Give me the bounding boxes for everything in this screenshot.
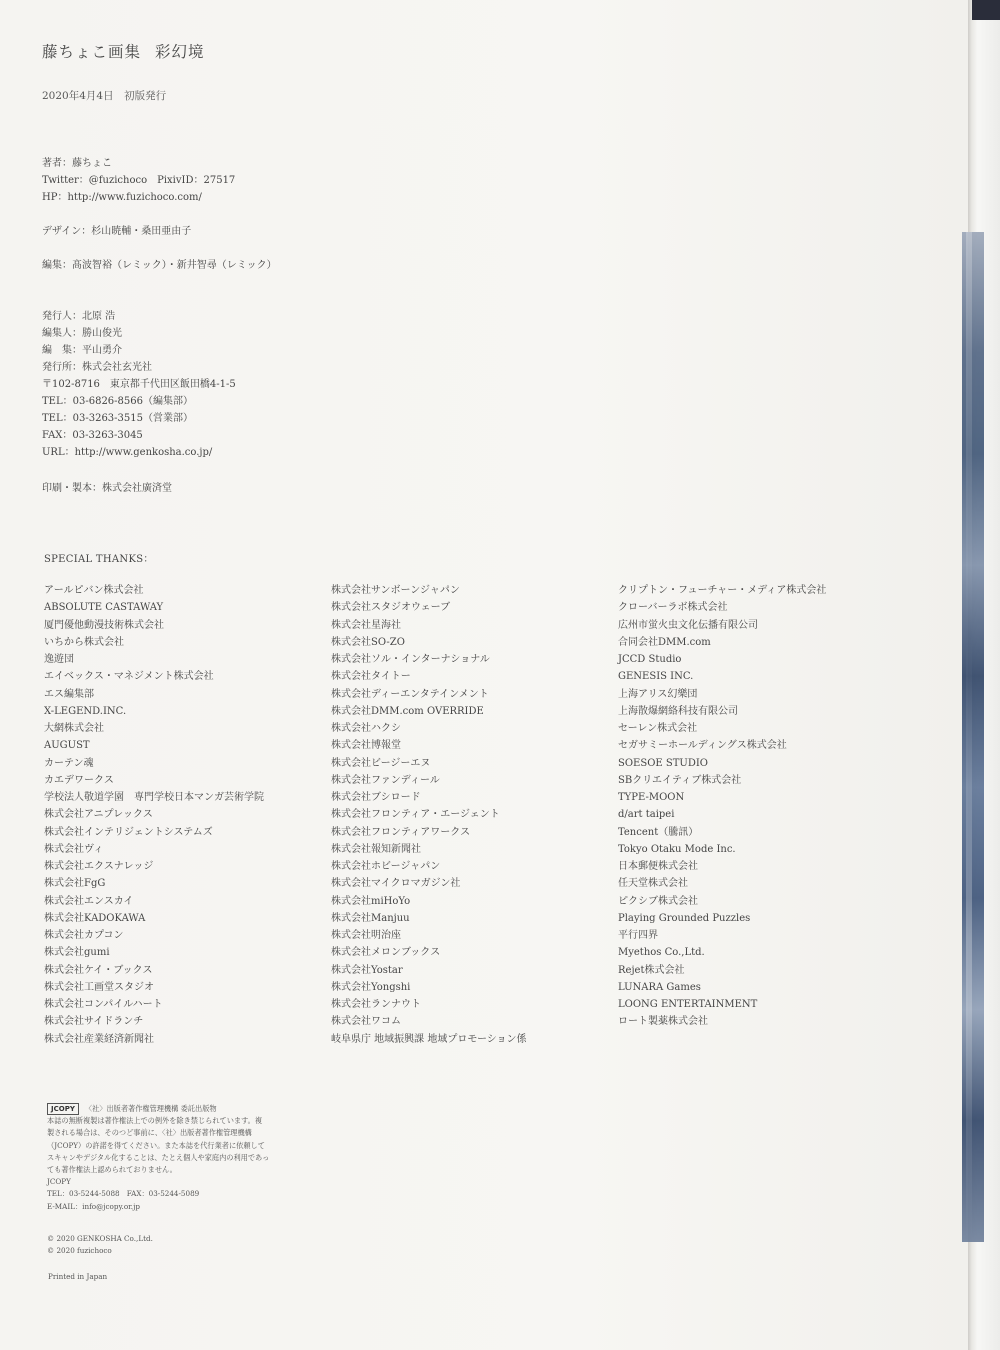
thanks-entry: 広州市蛍火虫文化伝播有限公司 [618,619,758,631]
thanks-entry: 株式会社エクスナレッジ [44,861,154,872]
thanks-entry: いちから株式会社 [44,636,124,648]
thanks-entry: Playing Grounded Puzzles [618,912,751,924]
publisher-line: 編集人：勝山俊光 [42,328,122,339]
thanks-entry: 株式会社gumi [44,947,110,959]
thanks-entry: 平行四界 [618,930,658,941]
book-title-main: 藤ちょこ画集 [42,43,142,61]
thanks-entry: X-LEGEND.INC. [44,705,127,717]
thanks-entry: 株式会社タイトー [331,671,411,683]
publisher-line: 編 集：平山勇介 [42,345,122,356]
thanks-entry: 日本郵便株式会社 [618,861,698,872]
thanks-entry: 株式会社星海社 [331,619,401,631]
thanks-entry: 株式会社ビージーエヌ [331,757,431,769]
thanks-column-2 [331,582,527,1048]
thanks-column-3 [618,582,826,1031]
thanks-entry: AUGUST [44,740,90,752]
author-block [42,155,235,206]
book-title [42,40,205,62]
thanks-entry: 株式会社ソル・インターナショナル [331,654,490,665]
thanks-entry: Tokyo Otaku Mode Inc. [618,843,736,855]
thanks-entry: ピクシブ株式会社 [618,895,698,907]
jcopy-header: 〈社〉出版者著作権管理機構 委託出版物 [84,1104,217,1113]
thanks-entry: JCCD Studio [618,654,682,665]
issue-date: 2020年4月4日 初版発行 [42,90,167,102]
thanks-entry: LUNARA Games [618,981,701,993]
thanks-entry: 株式会社マイクロマガジン社 [331,878,461,890]
thanks-entry: セーレン株式会社 [618,723,698,734]
thanks-entry: 株式会社メロンブックス [331,947,441,959]
thanks-entry: LOONG ENTERTAINMENT [618,999,758,1010]
social-line: Twitter：@fuzichoco PixivID：27517 [42,175,236,186]
publisher-line: TEL：03-3263-3515（営業部） [42,413,193,424]
printing-credit: 印刷・製本：株式会社廣済堂 [42,483,172,494]
thanks-entry: 株式会社ファンディール [331,774,440,786]
thanks-entry: アールピバン株式会社 [44,585,144,596]
jcopy-notice-line: スキャンやデジタル化することは、たとえ個人や家庭内の利用であっ [47,1152,270,1162]
copyright-line: © 2020 GENKOSHA Co.,Ltd. [47,1234,153,1243]
thanks-entry: 株式会社miHoYo [331,895,411,907]
book-spine-corner [972,0,1000,20]
facing-page-art-strip [962,232,984,1242]
copyright-block [47,1233,153,1257]
thanks-entry: 株式会社スタジオウェーブ [331,602,451,614]
thanks-entry: 逸遊団 [44,654,74,665]
thanks-entry: 株式会社フロンティアワークス [331,826,471,838]
publisher-line: 発行人：北原 浩 [42,311,116,322]
thanks-entry: d/art taipei [618,809,675,821]
publisher-line: TEL：03-6826-8566（編集部） [42,396,193,407]
thanks-entry: 株式会社産業経済新聞社 [44,1033,154,1045]
thanks-entry: エス編集部 [44,688,94,700]
thanks-entry: 株式会社アニプレックス [44,809,153,821]
printed-in: Printed in Japan [48,1272,108,1281]
book-title-sub: 彩幻境 [155,43,205,61]
jcopy-contact-line: TEL：03-5244-5088 FAX：03-5244-5089 [47,1189,200,1199]
thanks-entry: 厦門優他動漫技術株式会社 [44,619,164,631]
jcopy-notice-line: 製される場合は、そのつど事前に、〈社〉出版者著作権管理機構 [47,1128,252,1138]
publisher-line: 発行所：株式会社玄光社 [42,362,152,373]
thanks-entry: 大網株式会社 [44,723,104,734]
thanks-entry: 合同会社DMM.com [618,636,711,648]
thanks-entry: 株式会社明治座 [331,930,401,941]
thanks-entry: 株式会社ケイ・ブックス [44,964,153,976]
design-credit: デザイン：杉山暁輔・桑田亜由子 [42,226,192,237]
thanks-entry: 学校法人敬道学園 専門学校日本マンガ芸術学院 [44,792,264,803]
thanks-entry: 株式会社ディーエンタテインメント [331,688,489,700]
thanks-entry: ABSOLUTE CASTAWAY [44,602,164,614]
thanks-entry: 上海散爆網絡科技有限公司 [618,705,738,717]
jcopy-notice-line: 本誌の無断複製は著作権法上での例外を除き禁じられています。複 [47,1116,263,1126]
thanks-entry: 株式会社インテリジェントシステムズ [44,826,213,838]
thanks-entry: 株式会社ヴィ [44,843,104,855]
thanks-entry: 株式会社SO-ZO [331,636,405,648]
thanks-entry: 岐阜県庁 地域振興課 地域プロモーション係 [331,1033,527,1045]
thanks-entry: GENESIS INC. [618,671,694,683]
thanks-entry: 株式会社FgG [44,878,106,890]
thanks-entry: 株式会社エンスカイ [44,895,134,907]
thanks-entry: 株式会社博報堂 [331,740,401,752]
thanks-entry: 株式会社ランナウト [331,999,421,1010]
thanks-entry: 株式会社Manjuu [331,912,410,924]
thanks-entry: 株式会社ハクシ [331,723,401,734]
thanks-entry: 株式会社ブシロード [331,792,421,803]
jcopy-header-row [47,1103,269,1115]
thanks-entry: 株式会社フロンティア・エージェント [331,809,500,821]
thanks-entry: クローバーラボ株式会社 [618,602,728,614]
thanks-entry: 株式会社Yostar [331,964,403,976]
thanks-column-1 [44,582,264,1048]
thanks-entry: 株式会社コンパイルハート [44,999,163,1010]
thanks-entry: 株式会社工画堂スタジオ [44,981,154,993]
thanks-entry: SOESOE STUDIO [618,757,708,769]
thanks-entry: Rejet株式会社 [618,964,685,976]
thanks-entry: 株式会社報知新聞社 [331,843,421,855]
thanks-entry: ロート製薬株式会社 [618,1016,708,1028]
thanks-entry: SBクリエイティブ株式会社 [618,774,742,786]
jcopy-logo: JCOPY [47,1103,79,1115]
thanks-entry: 株式会社Yongshi [331,981,411,993]
publisher-line: URL：http://www.genkosha.co.jp/ [42,447,213,458]
publisher-line: FAX：03-3263-3045 [42,430,143,441]
special-thanks-heading: SPECIAL THANKS： [44,554,154,565]
editing-credit: 編集：髙波智裕（レミック）・新井智尋（レミック） [42,260,277,271]
thanks-entry: セガサミーホールディングス株式会社 [618,740,787,752]
thanks-entry: 株式会社カプコン [44,930,124,941]
jcopy-notice-line: （JCOPY）の許諾を得てください。また本誌を代行業者に依頼して [47,1140,265,1150]
thanks-entry: TYPE-MOON [618,792,685,803]
publisher-block [42,308,236,461]
thanks-entry: エイベックス・マネジメント株式会社 [44,671,214,683]
thanks-entry: カーテン魂 [44,757,94,769]
thanks-entry: 株式会社KADOKAWA [44,912,146,924]
thanks-entry: 株式会社DMM.com OVERRIDE [331,705,484,717]
jcopy-notice [47,1103,269,1213]
jcopy-notice-line: ても著作権法上認められておりません。 [47,1165,177,1175]
thanks-entry: 株式会社サンボーンジャパン [331,585,460,596]
thanks-entry: 任天堂株式会社 [618,878,688,890]
author-line: 著者：藤ちょこ [42,158,112,169]
thanks-entry: 株式会社サイドランチ [44,1016,144,1028]
thanks-entry: 株式会社ホビージャパン [331,861,441,872]
homepage-line: HP：http://www.fuzichoco.com/ [42,192,202,203]
publisher-line: 〒102-8716 東京都千代田区飯田橋4-1-5 [42,379,236,390]
thanks-entry: Myethos Co.,Ltd. [618,947,705,959]
copyright-line: © 2020 fuzichoco [47,1246,112,1256]
thanks-entry: 上海アリス幻樂団 [618,688,698,700]
thanks-entry: Tencent（騰訊） [618,826,699,838]
jcopy-contact-line: E-MAIL：info@jcopy.or.jp [47,1201,140,1211]
thanks-entry: クリプトン・フューチャー・メディア株式会社 [618,585,827,596]
thanks-entry: 株式会社ワコム [331,1016,401,1028]
jcopy-contact-line: JCOPY [47,1177,71,1187]
thanks-entry: カエデワークス [44,774,114,786]
